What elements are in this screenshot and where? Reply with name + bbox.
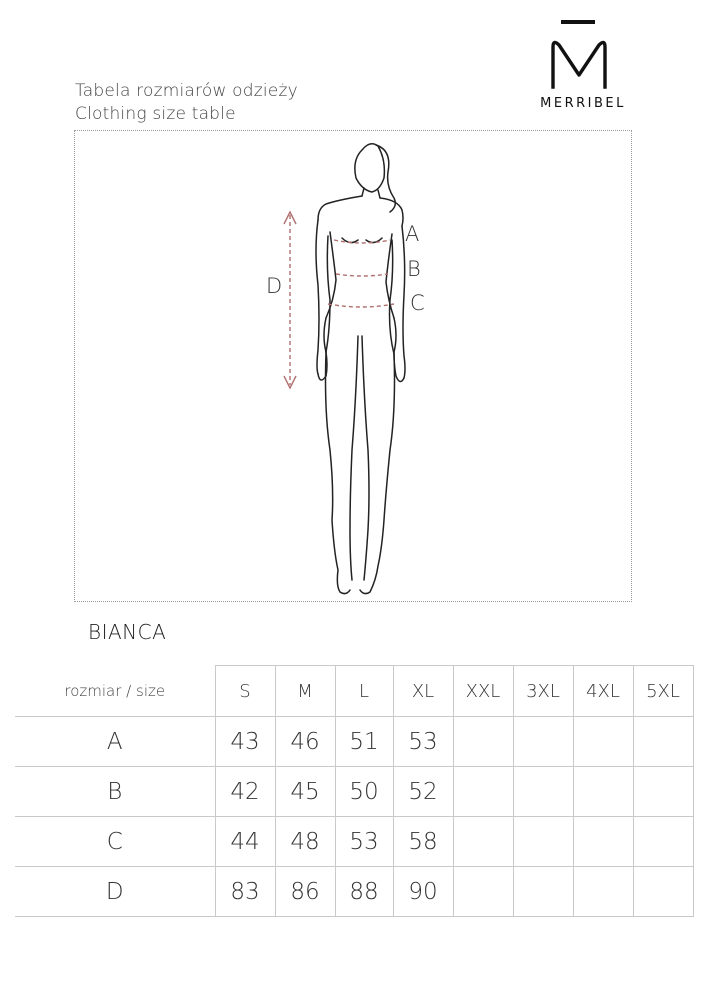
table-cell bbox=[513, 767, 573, 817]
table-row bbox=[15, 817, 693, 867]
product-name: BIANCA bbox=[88, 620, 167, 644]
table-cell: 90 bbox=[393, 867, 453, 917]
table-cell bbox=[633, 817, 693, 867]
brand-name: MERRIBEL bbox=[540, 96, 626, 111]
table-cell: 86 bbox=[275, 867, 335, 917]
table-cell: 88 bbox=[335, 867, 393, 917]
size-header-cell: M bbox=[275, 666, 335, 717]
size-header-cell: L bbox=[335, 666, 393, 717]
size-header-cell: S bbox=[215, 666, 275, 717]
figure-label-d: D bbox=[266, 274, 283, 298]
row-label: D bbox=[15, 867, 215, 917]
table-cell bbox=[573, 767, 633, 817]
table-cell: 44 bbox=[215, 817, 275, 867]
size-header-cell: 5XL bbox=[633, 666, 693, 717]
row-label: B bbox=[15, 767, 215, 817]
table-header-row bbox=[15, 666, 693, 717]
table-cell bbox=[633, 717, 693, 767]
title-english: Clothing size table bbox=[75, 104, 236, 124]
table-cell bbox=[573, 867, 633, 917]
table-cell bbox=[633, 867, 693, 917]
table-cell: 83 bbox=[215, 867, 275, 917]
measure-line-a bbox=[334, 240, 390, 243]
table-cell bbox=[453, 717, 513, 767]
table-cell bbox=[513, 717, 573, 767]
table-cell bbox=[573, 817, 633, 867]
figure-label-a: A bbox=[405, 222, 420, 246]
body-outline bbox=[316, 144, 405, 594]
measure-line-c bbox=[328, 304, 394, 307]
size-header-cell: XXL bbox=[453, 666, 513, 717]
table-row bbox=[15, 867, 693, 917]
table-cell bbox=[513, 817, 573, 867]
table-row bbox=[15, 717, 693, 767]
size-header-cell: XL bbox=[393, 666, 453, 717]
row-label: A bbox=[15, 717, 215, 767]
size-header-cell: 3XL bbox=[513, 666, 573, 717]
table-cell: 50 bbox=[335, 767, 393, 817]
table-cell bbox=[513, 867, 573, 917]
measure-line-b bbox=[336, 274, 388, 276]
table-cell: 53 bbox=[335, 817, 393, 867]
table-cell: 43 bbox=[215, 717, 275, 767]
table-cell bbox=[573, 717, 633, 767]
table-cell bbox=[453, 867, 513, 917]
table-cell bbox=[453, 767, 513, 817]
table-row bbox=[15, 767, 693, 817]
size-corner-label: rozmiar / size bbox=[15, 666, 215, 717]
title-polish: Tabela rozmiarów odzieży bbox=[75, 81, 298, 101]
table-cell bbox=[453, 817, 513, 867]
table-cell: 51 bbox=[335, 717, 393, 767]
table-cell: 45 bbox=[275, 767, 335, 817]
table-cell: 42 bbox=[215, 767, 275, 817]
table-cell: 52 bbox=[393, 767, 453, 817]
table-cell: 58 bbox=[393, 817, 453, 867]
table-cell: 46 bbox=[275, 717, 335, 767]
table-cell: 53 bbox=[393, 717, 453, 767]
table-cell: 48 bbox=[275, 817, 335, 867]
size-table bbox=[15, 665, 694, 917]
table-cell bbox=[633, 767, 693, 817]
size-header-cell: 4XL bbox=[573, 666, 633, 717]
figure-label-b: B bbox=[407, 257, 421, 281]
row-label: C bbox=[15, 817, 215, 867]
figure-label-c: C bbox=[410, 291, 425, 315]
